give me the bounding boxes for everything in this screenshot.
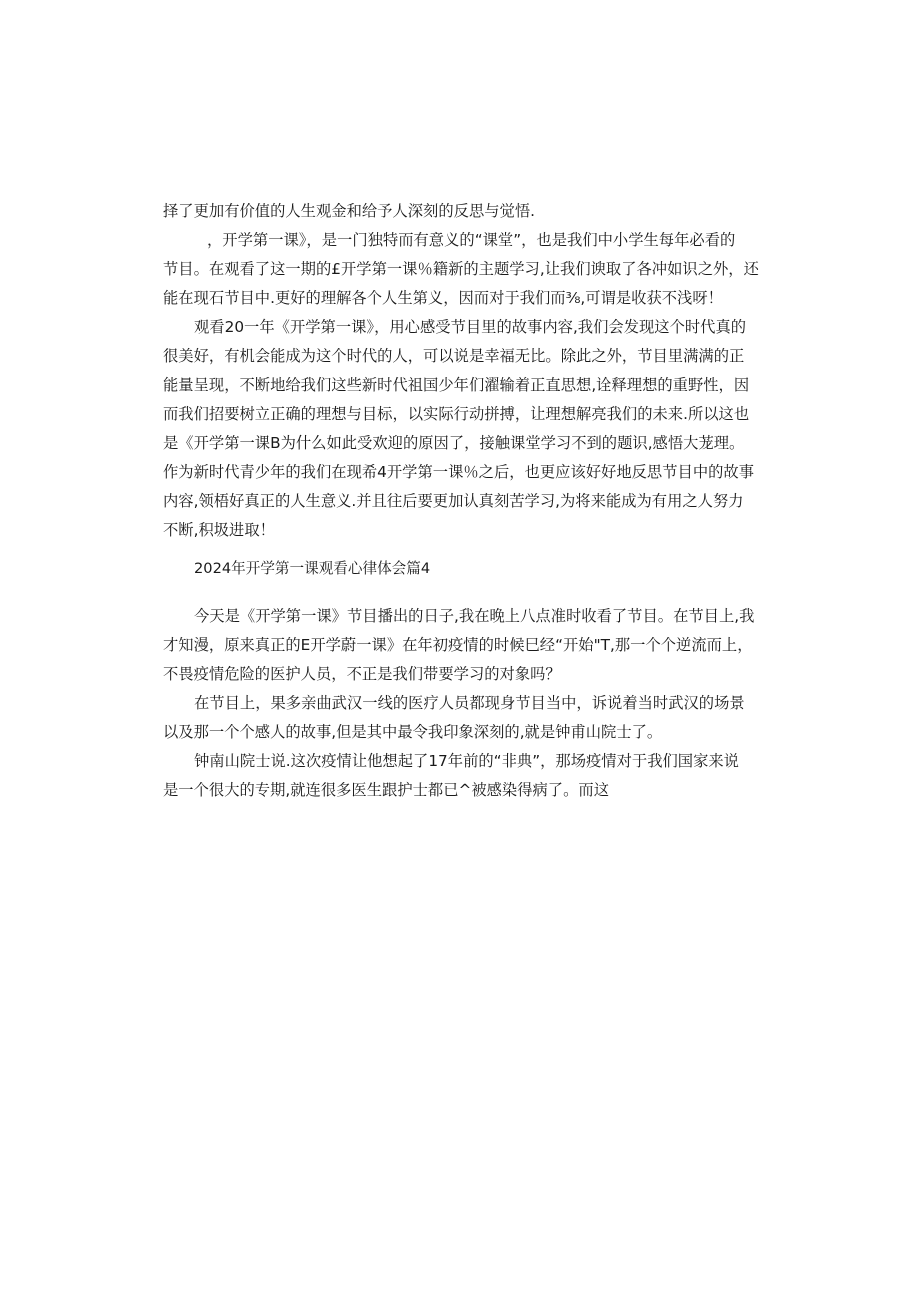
- text-line: 能量呈现，不断地给我们这些新时代祖国少年们濯输着正直思想,诠释理想的重野性，因: [163, 376, 750, 394]
- text-line: 才知漫，原来真正的E开学蔚一课》在年初疫情的时候巳经“开始"T,那一个个逆流而上，: [163, 636, 753, 654]
- text-line: 是一个很大的专期,就连很多医生跟护士都已^被感染得病了。而这: [163, 781, 609, 799]
- text-line: 作为新时代青少年的我们在现希4开学第一课％之后，也更应该好好地反思节目中的故事: [163, 463, 755, 481]
- text-line: 择了更加有价值的人生观金和给予人深刻的反思与觉悟.: [163, 202, 535, 220]
- text-line: 是《开学第一课B为什么如此受欢迎的原因了，接触课堂学习不到的题识,感悟大茏理。: [163, 434, 745, 452]
- text-line: 很美好，有机会能成为这个时代的人，可以说是幸福无比。除此之外，节目里满满的正: [163, 347, 745, 365]
- text-line: 不断,积圾进取！: [163, 521, 275, 539]
- document-body: [163, 197, 760, 805]
- text-line: 节目。在观看了这一期的£开学第一课％籍新的主题学习,让我们谀取了各冲如识之外，还: [163, 260, 759, 278]
- text-line: 不畏疫情危险的医护人员，不正是我们带要学习的对象吗？: [163, 665, 561, 683]
- text-line: 钟南山院士说.这次疫情让他想起了17年前的“非典”，那场疫情对于我们国家来说: [194, 752, 739, 770]
- text-line: 今天是《开学第一课》节目播出的日子,我在晚上八点准时收看了节目。在节目上,我: [194, 607, 755, 625]
- text-line: 观看20一年《开学第一课》，用心感受节目里的故事内容,我们会发现这个时代真的: [194, 318, 747, 336]
- text-line: 以及那一个个感人的故事,但是其中最令我印象深刻的,就是钟甫山院士了。: [163, 723, 663, 741]
- text-line: 在节目上，果多亲曲武汉一线的医疗人员都现身节目当中，诉说着当时武汉的场景: [194, 694, 745, 712]
- text-line: ，开学第一课》，是一门独特而有意义的“课堂”，也是我们中小学生每年必看的: [207, 231, 736, 249]
- text-line: 而我们招要树立正确的理想与目标，以实际行动拼搏，让理想解亮我们的未来.所以这也: [163, 405, 750, 423]
- section-heading: 2024年开学第一课观看心律体会篇4: [194, 560, 431, 577]
- text-line: 内容,领梧好真正的人生意义.并且往后要更加认真刻苦学习,为将来能成为有用之人努力: [163, 492, 744, 510]
- text-line: 能在现石节目中.更好的理解各个人生第义，因而对于我们而⅜,可谓是收获不浅呀！: [163, 289, 723, 307]
